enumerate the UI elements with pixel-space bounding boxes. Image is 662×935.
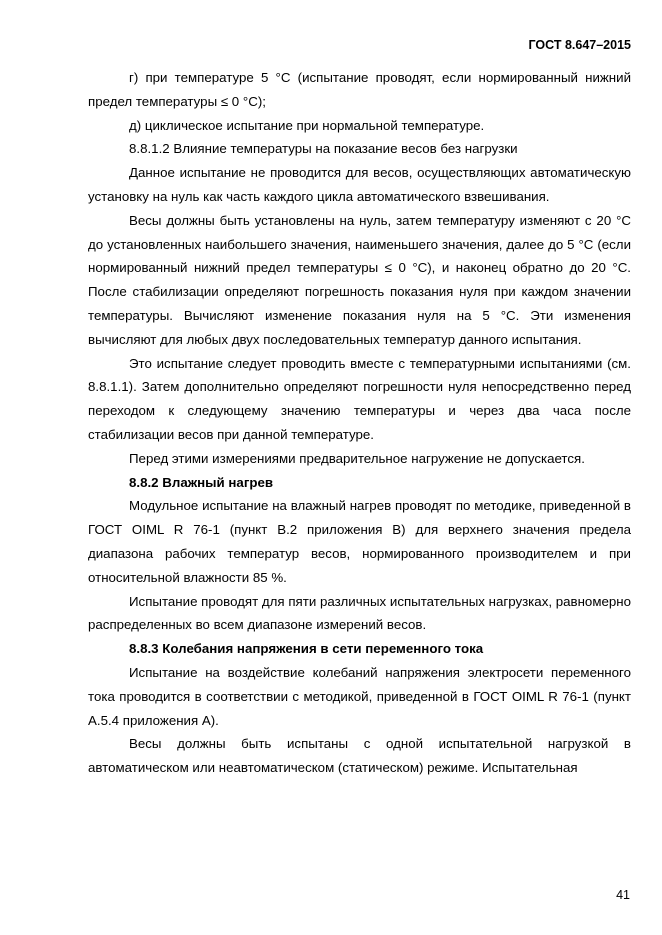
section-heading-8-8-3: 8.8.3 Колебания напряжения в сети переменного тока: [129, 641, 484, 657]
paragraph-not-applicable: Данное испытание не проводится для весов, осуществляющих автоматическую установку на нуль как часть каждого цикла автоматического взвешивания.: [88, 165, 631, 204]
document-designation: ГОСТ 8.647–2015: [528, 38, 631, 52]
paragraph-no-preloading: Перед этими измерениями предварительное нагружение не допускается.: [129, 450, 585, 466]
list-item-g: г) при температуре 5 °С (испытание проводят, если нормированный нижний предел температуры ≤ 0 °С);: [88, 70, 631, 109]
document-body: [88, 66, 631, 780]
list-item-d: д) циклическое испытание при нормальной температуре.: [129, 117, 485, 133]
page-number: 41: [616, 888, 630, 902]
paragraph-voltage-method: Испытание на воздействие колебаний напряжения электросети переменного тока проводится в соответствии с методикой, приведенной в ГОСТ OIML R 76-1 (пункт А.5.4 приложения А).: [88, 664, 631, 728]
paragraph-damp-heat-method: Модульное испытание на влажный нагрев проводят по методике, приведенной в ГОСТ OIML R 76-1 (пункт В.2 приложения В) для верхнего значения предела диапазона рабочих температур весов, нормированного производителем и при относительной влажности 85 %.: [88, 498, 631, 585]
paragraph-five-loads: Испытание проводят для пяти различных испытательных нагрузках, равномерно распределенных во всем диапазоне измерений весов.: [88, 593, 631, 633]
paragraph-test-load: Весы должны быть испытаны с одной испытательной нагрузкой в автоматическом или неавтоматическом (статическом) режиме. Испытательная: [88, 736, 631, 776]
section-heading-8-8-2: 8.8.2 Влажный нагрев: [129, 474, 274, 490]
clause-heading-8-8-1-2: 8.8.1.2 Влияние температуры на показание весов без нагрузки: [129, 141, 518, 157]
paragraph-combined-tests: Это испытание следует проводить вместе с температурными испытаниями (см. 8.8.1.1). Затем дополнительно определяют погрешности нуля непосредственно перед переходом к следующему значению температуры и через два часа после стабилизации весов при данной температуре.: [88, 355, 631, 442]
paragraph-zero-procedure: Весы должны быть установлены на нуль, затем температуру изменяют с 20 °С до установленных наибольшего значения, наименьшего значения, далее до 5 °С (если нормированный нижний предел температуры ≤ 0 °С), и наконец обратно до 20 °С. После стабилизации определяют погрешность показания нуля при каждом значении температуры. Вычисляют изменение показания нуля на 5 °С. Эти изменения вычисляют для любых двух последовательных температур данного испытания.: [88, 212, 631, 347]
